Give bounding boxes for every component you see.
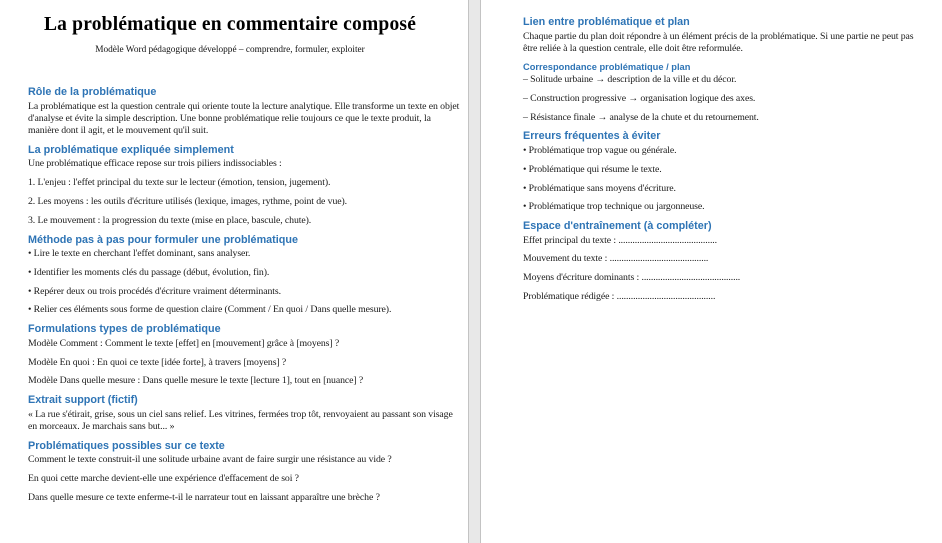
document-title: La problématique en commentaire composé <box>43 14 417 35</box>
quote-paragraph: « La rue s'étirait, grise, sous un ciel sans relief. Les vitrines, fermées trop tôt, renvoyaient au passant son visage en morceaux. Je marchais sans but... » <box>28 408 453 432</box>
section-heading: Erreurs fréquentes à éviter <box>523 130 661 143</box>
bullet-item: • Repérer deux ou trois procédés d'écriture vraiment déterminants. <box>28 285 281 297</box>
paragraph: Comment le texte construit-il une solitude urbaine avant de faire surgir une résistance au vide ? <box>28 454 392 466</box>
dash-item: – Solitude urbaine → description de la ville et du décor. <box>523 74 737 86</box>
section-lien-problematique-plan <box>523 16 916 55</box>
section-extrait-support <box>28 394 462 433</box>
section-heading: La problématique expliquée simplement <box>28 143 234 156</box>
page-1 <box>0 0 469 543</box>
fill-in-line: Mouvement du texte : .......................................... <box>523 253 709 265</box>
paragraph: La problématique est la question centrale qui oriente toute la lecture analytique. Elle transforme un texte en objet d'analyse et évite la simple description. Une bonne problématique relie toujours ce que le texte produit, la manière dont il agit, et le mouvement qu'il suit. <box>28 100 460 137</box>
dash-item: – Résistance finale → analyse de la chute et du retournement. <box>523 111 759 123</box>
page-2 <box>480 0 942 543</box>
dash-item: – Construction progressive → organisation logique des axes. <box>523 92 756 104</box>
section-heading: Rôle de la problématique <box>28 86 157 98</box>
section-role-de-la-problematique <box>28 86 462 137</box>
paragraph: Dans quelle mesure ce texte enferme-t-il le narrateur tout en laissant apparaître une brèche ? <box>28 491 380 503</box>
bullet-item: • Lire le texte en cherchant l'effet dominant, sans analyser. <box>28 248 251 260</box>
paragraph: Chaque partie du plan doit répondre à un élément précis de la problématique. Si une partie ne peut pas être reliée à la question centrale, elle doit être reformulée. <box>523 30 914 54</box>
section-heading: Espace d'entraînement (à compléter) <box>523 220 712 233</box>
bullet-item: • Problématique trop vague ou générale. <box>523 144 677 156</box>
bullet-item: • Problématique sans moyens d'écriture. <box>523 182 676 194</box>
section-heading: Formulations types de problématique <box>28 323 221 336</box>
bullet-item: • Problématique trop technique ou jargonneuse. <box>523 201 705 213</box>
numbered-item: 2. Les moyens : les outils d'écriture utilisés (lexique, images, rythme, point de vue). <box>28 195 348 207</box>
section-methode-pas-a-pas <box>28 234 462 317</box>
fill-in-line: Moyens d'écriture dominants : .......................................... <box>523 272 741 284</box>
section-formulations-types <box>28 323 462 387</box>
paragraph: Modèle En quoi : En quoi ce texte [idée forte], à travers [moyens] ? <box>28 356 287 368</box>
section-heading: Problématiques possibles sur ce texte <box>28 439 225 452</box>
section-erreurs-frequentes <box>523 130 916 213</box>
section-heading: Méthode pas à pas pour formuler une problématique <box>28 233 298 246</box>
section-correspondance-plan <box>523 62 916 124</box>
bullet-item: • Relier ces éléments sous forme de question claire (Comment / En quoi / Dans quelle mesure). <box>28 304 392 316</box>
document-subtitle: Modèle Word pédagogique développé – comprendre, formuler, exploiter <box>95 45 365 55</box>
section-espace-entrainement <box>523 220 916 303</box>
section-problematique-expliquee <box>28 144 462 227</box>
subsection-heading: Correspondance problématique / plan <box>523 61 691 72</box>
paragraph: Modèle Dans quelle mesure : Dans quelle mesure le texte [lecture 1], tout en [nuance] ? <box>28 375 364 387</box>
paragraph: Modèle Comment : Comment le texte [effet] en [mouvement] grâce à [moyens] ? <box>28 337 340 349</box>
section-heading: Extrait support (fictif) <box>28 394 138 407</box>
fill-in-line: Effet principal du texte : .......................................... <box>523 234 717 246</box>
paragraph: Une problématique efficace repose sur trois piliers indissociables : <box>28 158 282 170</box>
section-problematiques-possibles <box>28 440 462 504</box>
fill-in-line: Problématique rédigée : .......................................... <box>523 291 716 303</box>
bullet-item: • Identifier les moments clés du passage (début, évolution, fin). <box>28 266 270 278</box>
section-heading: Lien entre problématique et plan <box>523 16 690 28</box>
bullet-item: • Problématique qui résume le texte. <box>523 163 662 175</box>
numbered-item: 1. L'enjeu : l'effet principal du texte sur le lecteur (émotion, tension, jugement). <box>28 177 331 189</box>
paragraph: En quoi cette marche devient-elle une expérience d'effacement de soi ? <box>28 473 299 485</box>
numbered-item: 3. Le mouvement : la progression du texte (mise en place, bascule, chute). <box>28 214 312 226</box>
